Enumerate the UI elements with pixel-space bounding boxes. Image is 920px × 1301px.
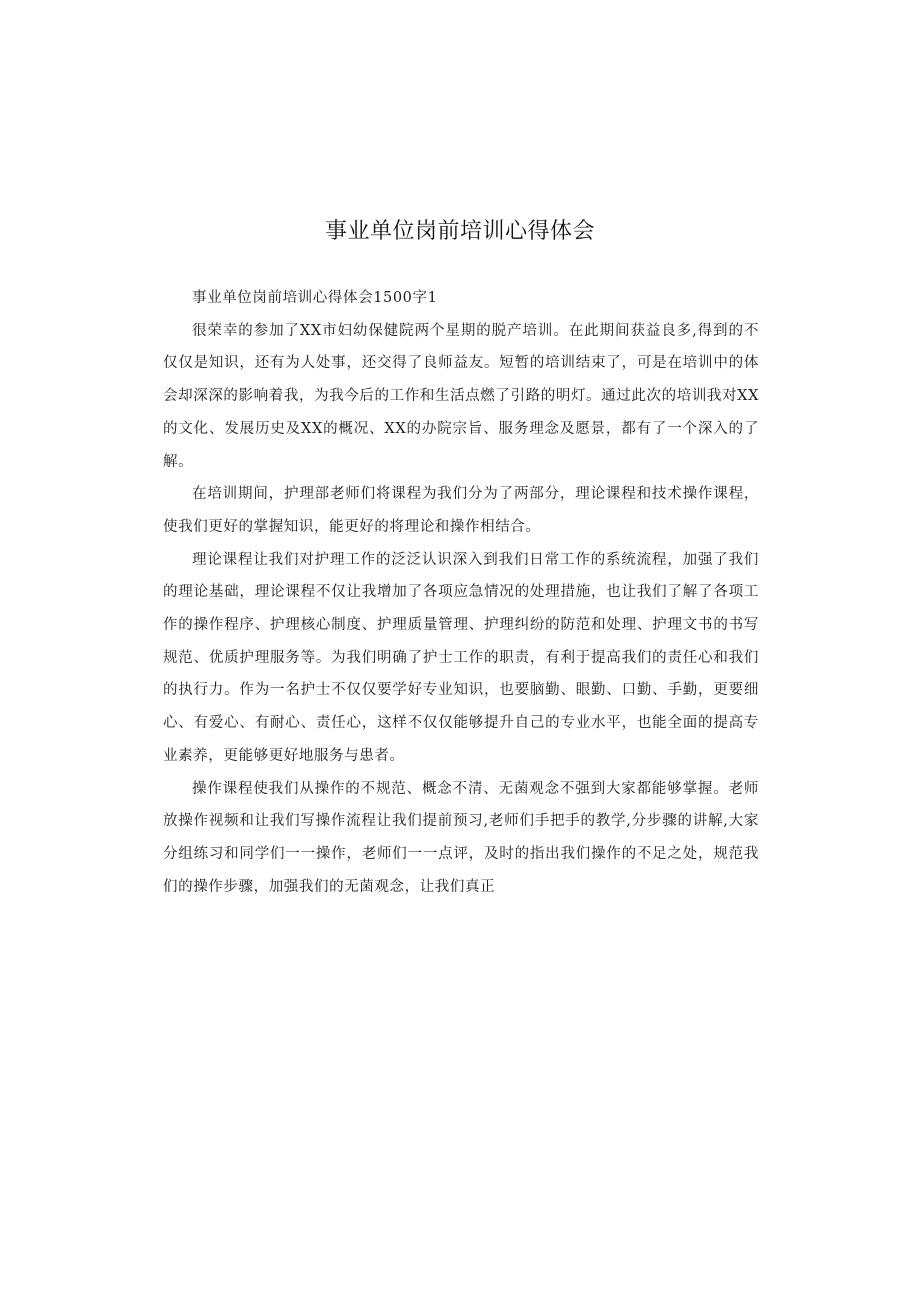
paragraph-2: 在培训期间，护理部老师们将课程为我们分为了两部分，理论课程和技术操作课程，使我们更好的掌握知识，能更好的将理论和操作相结合。 — [163, 486, 759, 535]
paragraph-4: 操作课程使我们从操作的不规范、概念不清、无菌观念不强到大家都能够掌握。老师放操作视频和让我们写操作流程让我们提前预习,老师们手把手的教学,分步骤的讲解,大家分组练习和同学们一一操作，老师们一一点评，及时的指出我们操作的不足之处，规范我们的操作步骤，加强我们的无菌观念，让我们真正 — [163, 780, 759, 895]
paragraph-1: 很荣幸的参加了XX市妇幼保健院两个星期的脱产培训。在此期间获益良多,得到的不仅仅是知识，还有为人处事，还交得了良师益友。短暂的培训结束了，可是在培训中的体会却深深的影响着我，为我今后的工作和生活点燃了引路的明灯。通过此次的培训我对XX的文化、发展历史及XX的概况、XX的办院宗旨、服务理念及愿景，都有了一个深入的了解。 — [163, 322, 759, 470]
document-body — [163, 282, 759, 903]
document-subtitle: 事业单位岗前培训心得体会1500字1 — [192, 290, 438, 306]
document-title: 事业单位岗前培训心得体会 — [324, 219, 595, 244]
paragraph-3: 理论课程让我们对护理工作的泛泛认识深入到我们日常工作的系统流程，加强了我们的理论基础，理论课程不仅让我增加了各项应急情况的处理措施，也让我们了解了各项工作的操作程序、护理核心制度、护理质量管理、护理纠纷的防范和处理、护理文书的书写规范、优质护理服务等。为我们明确了护士工作的职责，有利于提高我们的责任心和我们的执行力。作为一名护士不仅仅要学好专业知识，也要脑勤、眼勤、口勤、手勤，更要细心、有爱心、有耐心、责任心，这样不仅仅能够提升自己的专业水平，也能全面的提高专业素养，更能够更好地服务与患者。 — [163, 551, 759, 764]
